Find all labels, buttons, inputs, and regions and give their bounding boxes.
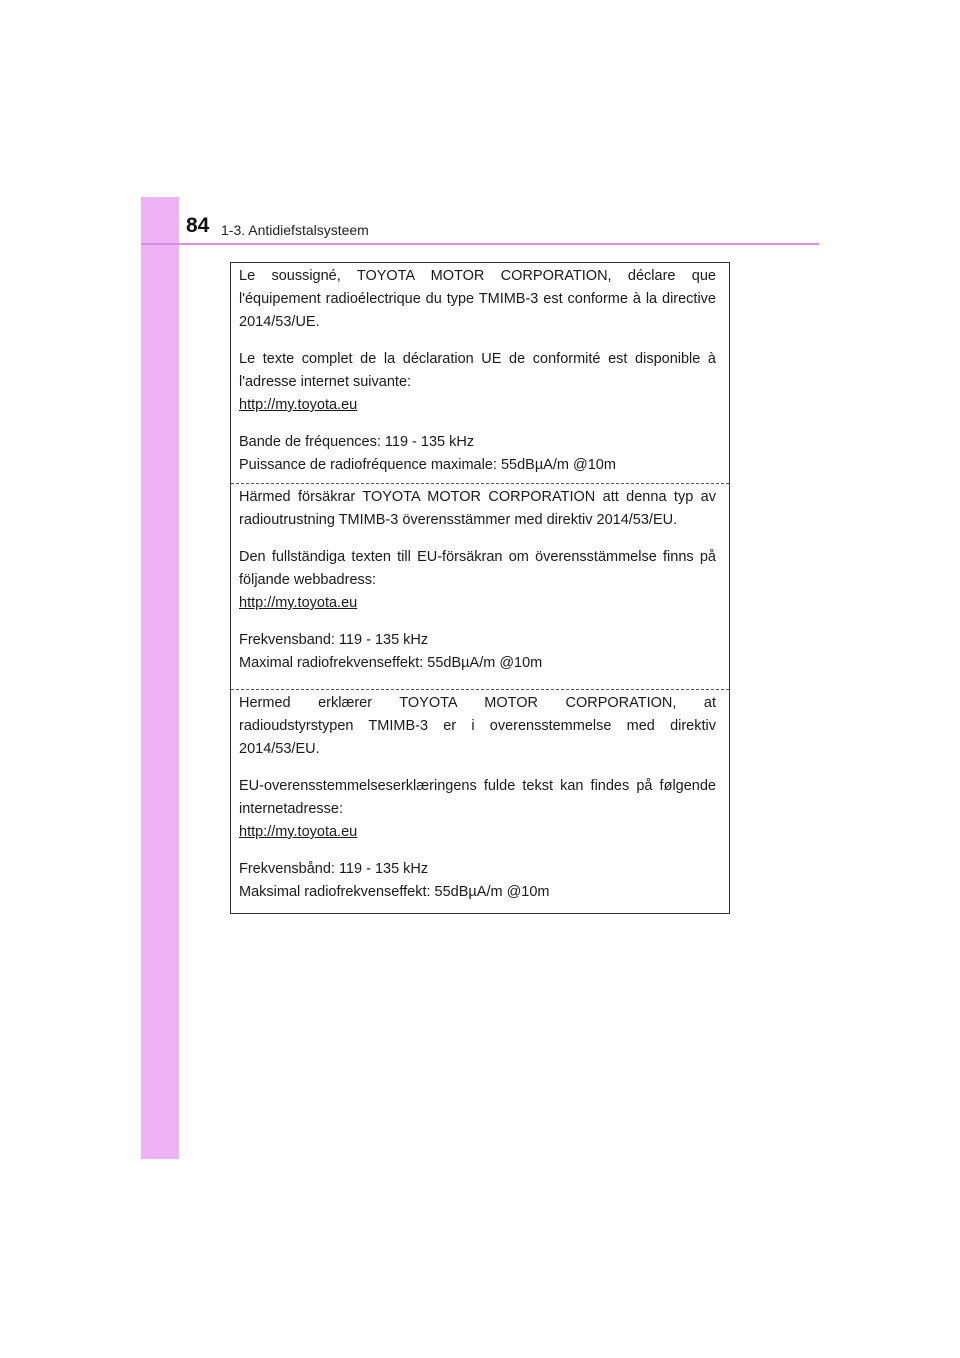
website-link[interactable]: http://my.toyota.eu: [239, 397, 358, 413]
availability-text: [239, 348, 716, 417]
declaration-text: Le soussigné, TOYOTA MOTOR CORPORATION, déclare que l'équipement radioélectrique du type TMIMB-3 est conforme à la directive 2014/53/UE.: [239, 268, 716, 330]
frequency-band: Frekvensband: 119 - 135 kHz: [239, 632, 429, 648]
frequency-band: Bande de fréquences: 119 - 135 kHz: [239, 434, 475, 450]
declaration-text: Härmed försäkrar TOYOTA MOTOR CORPORATION att denna typ av radioutrustning TMIMB-3 överensstämmer med direktiv 2014/53/EU.: [239, 489, 716, 528]
declaration-block-da: [231, 689, 729, 913]
header-rule: [141, 243, 819, 245]
spec-lines: [239, 431, 716, 477]
declaration-block-sv: [231, 483, 729, 688]
side-color-band: [141, 197, 179, 1159]
max-power: Puissance de radiofréquence maximale: 55dBµA/m @10m: [239, 457, 616, 473]
website-link[interactable]: http://my.toyota.eu: [239, 595, 358, 611]
page-number: 84: [186, 214, 210, 237]
availability-text: [239, 775, 716, 844]
frequency-band: Frekvensbånd: 119 - 135 kHz: [239, 861, 429, 877]
max-power: Maximal radiofrekvenseffekt: 55dBµA/m @10m: [239, 655, 543, 671]
declaration-text: Hermed erklærer TOYOTA MOTOR CORPORATION, at radioudstyrstypen TMIMB-3 er i overensstemmelse med direktiv 2014/53/EU.: [239, 695, 716, 757]
availability-sentence: Le texte complet de la déclaration UE de conformité est disponible à l'adresse internet suivante:: [239, 351, 716, 390]
declaration-block-fr: [231, 263, 729, 482]
spec-lines: [239, 629, 716, 675]
availability-sentence: Den fullständiga texten till EU-försäkran om överensstämmelse finns på följande webbadress:: [239, 549, 716, 588]
spec-lines: [239, 858, 716, 904]
website-link[interactable]: http://my.toyota.eu: [239, 824, 358, 840]
section-title: 1-3. Antidiefstalsysteem: [221, 222, 369, 238]
availability-sentence: EU-overensstemmelseserklæringens fulde tekst kan findes på følgende internetadresse:: [239, 778, 716, 817]
availability-text: [239, 546, 716, 615]
declaration-box: [230, 262, 730, 914]
max-power: Maksimal radiofrekvenseffekt: 55dBµA/m @10m: [239, 884, 550, 900]
